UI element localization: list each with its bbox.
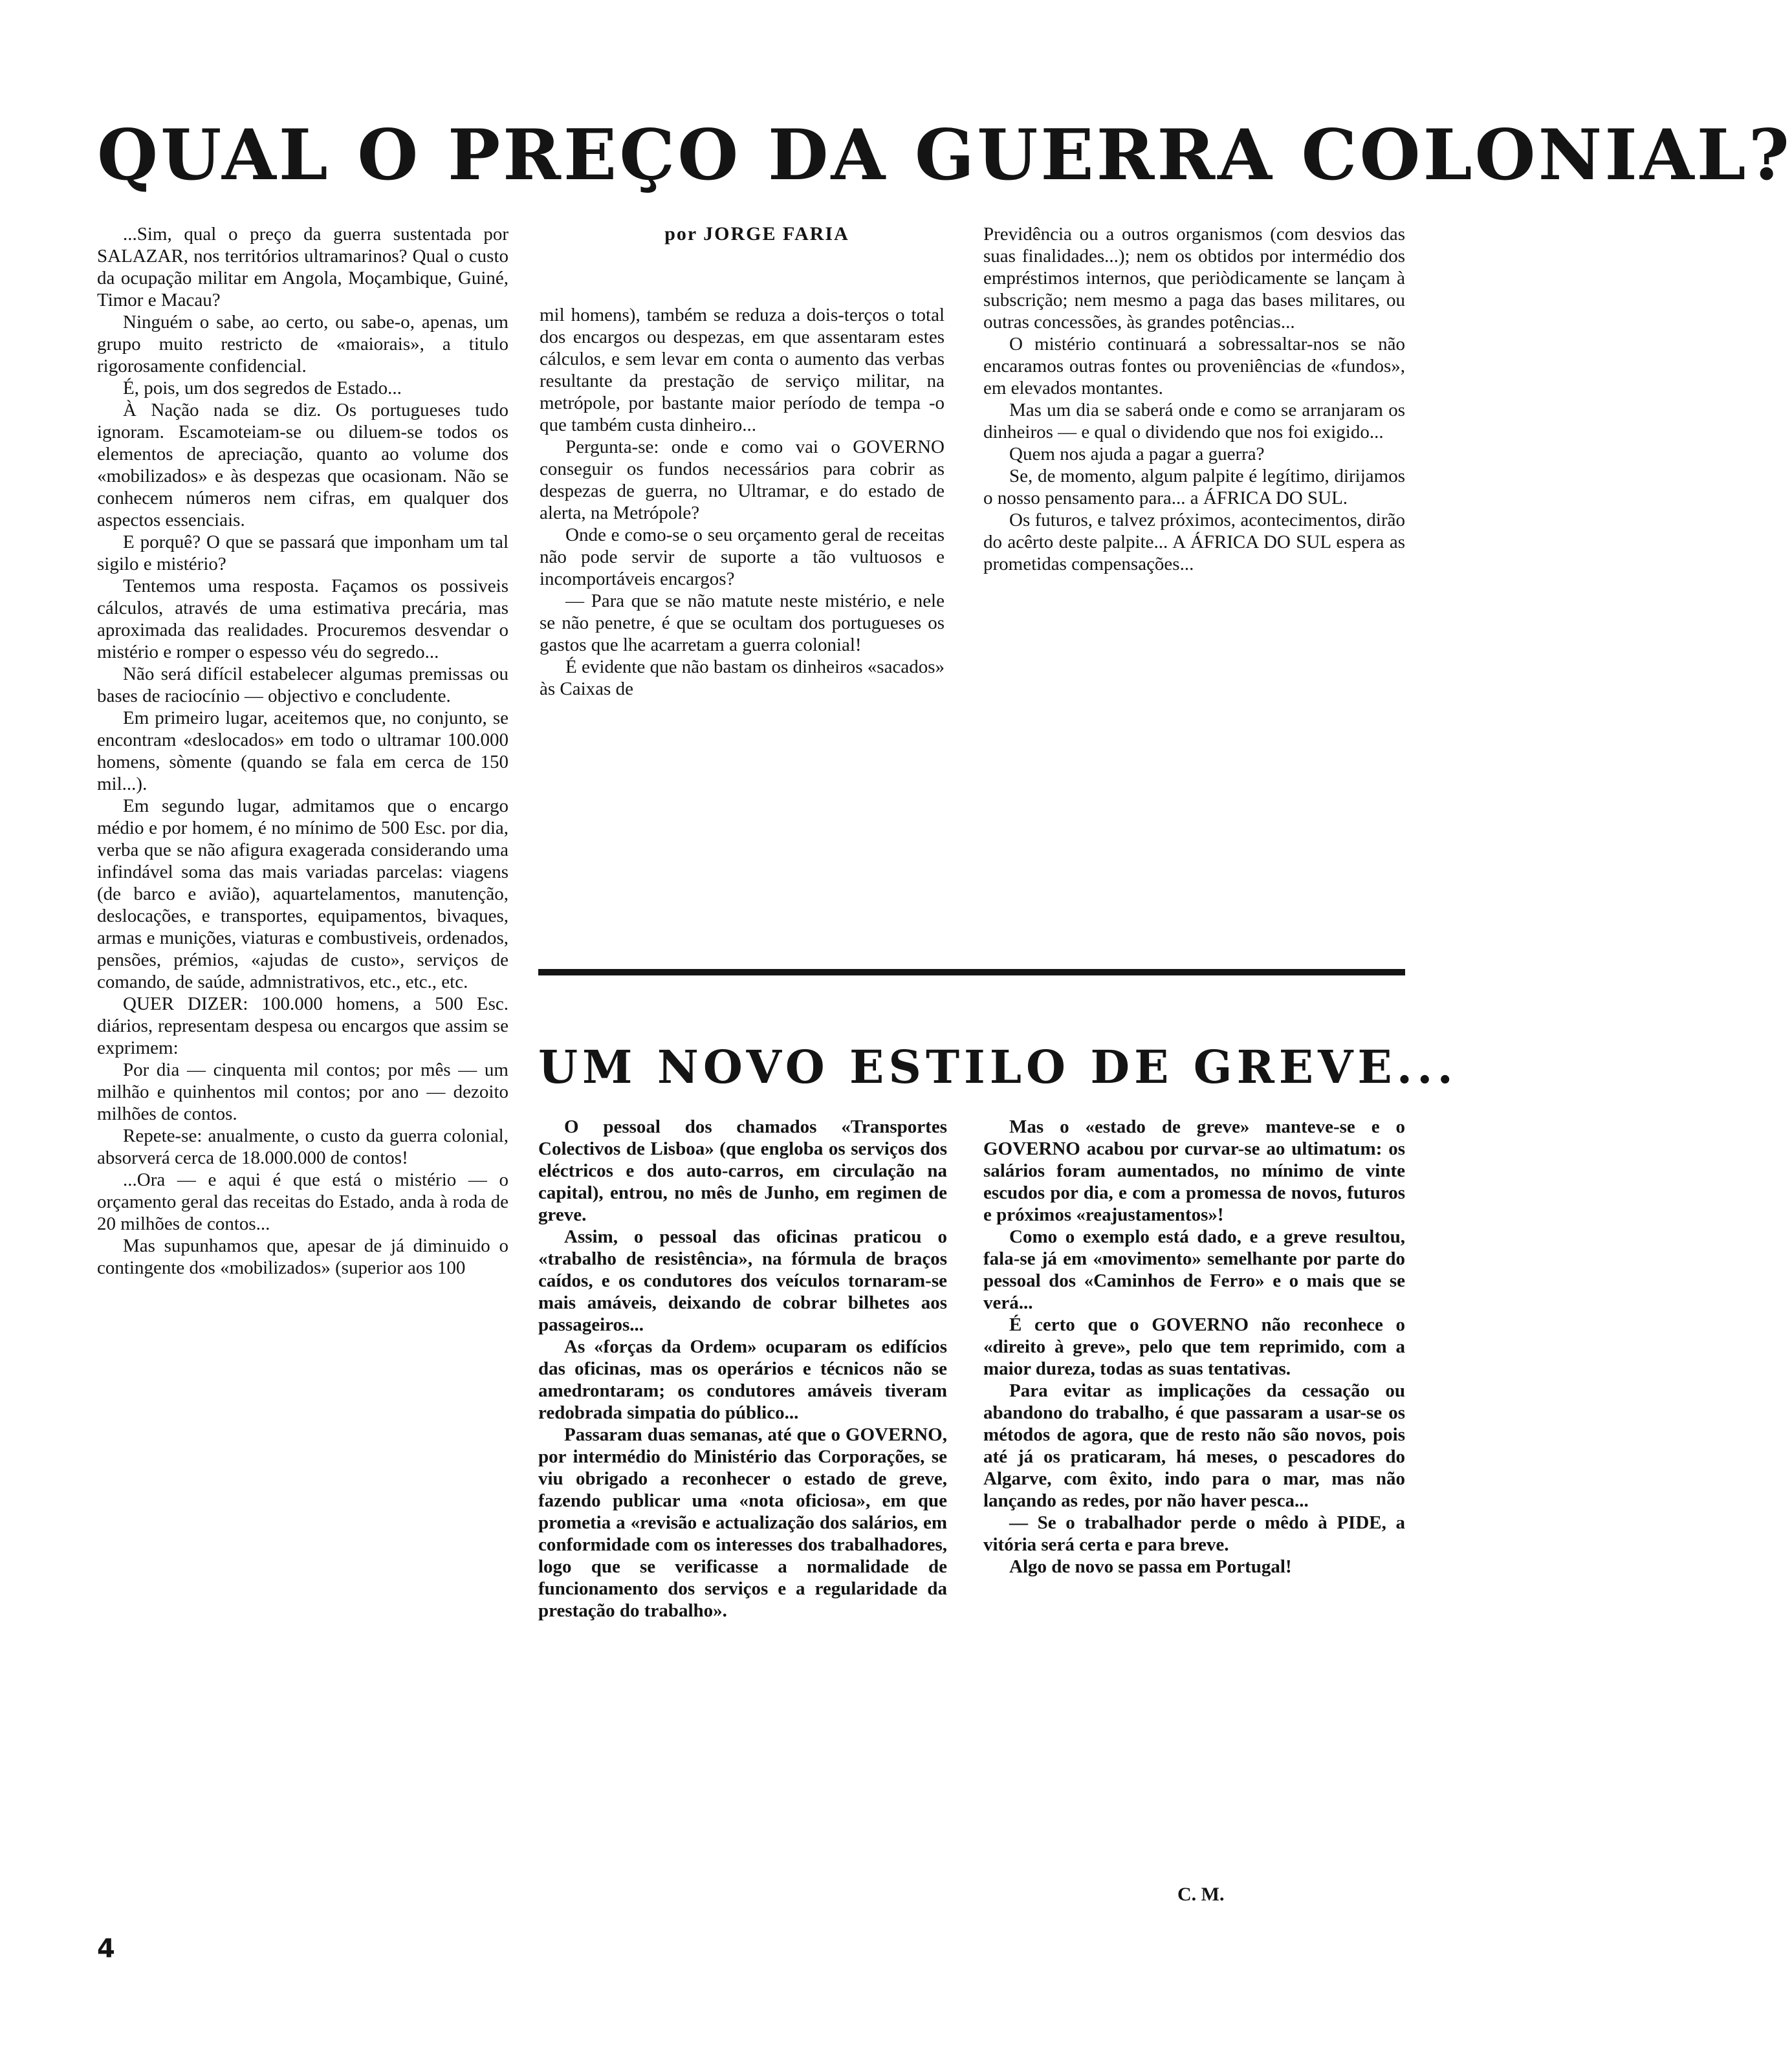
paragraph: O mistério continuará a sobressaltar-nos se não encaramos outras fontes ou proveniências de «fundos», em elevados montantes. [983, 334, 1405, 398]
paragraph: O pessoal dos chamados «Transportes Colectivos de Lisboa» (que engloba os serviços dos eléctricos e dos auto-carros, em circulação na capital), entrou, no mês de Junho, em regimen de greve. [538, 1116, 947, 1225]
paragraph: QUER DIZER: 100.000 homens, a 500 Esc. diários, representam despesa ou encargos que assim se exprimem: [97, 994, 508, 1058]
paragraph: ...Ora — e aqui é que está o mistério — o orçamento geral das receitas do Estado, anda à roda de 20 milhões de contos... [97, 1170, 508, 1234]
paragraph: Tentemos uma resposta. Façamos os possiveis cálculos, através de uma estimativa precária, mas aproximada das realidades. Procuremos desvendar o mistério e romper o espesso véu do segredo... [97, 576, 508, 662]
paragraph: Repete-se: anualmente, o custo da guerra colonial, absorverá cerca de 18.000.000 de contos! [97, 1126, 508, 1168]
page-number: 4 [97, 1934, 115, 1964]
paragraph: ...Sim, qual o preço da guerra sustentada por SALAZAR, nos territórios ultramarinos? Qual o custo da ocupação militar em Angola, Moçambique, Guiné, Timor e Macau? [97, 224, 508, 310]
paragraph: Algo de novo se passa em Portugal! [1009, 1556, 1292, 1577]
article-headline-2: UM NOVO ESTILO DE GREVE... [538, 1040, 1458, 1094]
paragraph: As «forças da Ordem» ocuparam os edifícios das oficinas, mas os operários e técnicos não se amedrontaram; os condutores amáveis tiveram redobrada simpatia do público... [538, 1336, 947, 1423]
paragraph: À Nação nada se diz. Os portugueses tudo ignoram. Escamoteiam-se ou diluem-se todos os elementos de apreciação, quanto ao volume dos «mobilizados» e às despezas que ocasionam. Não se conhecem números nem cifras, em qualquer dos aspectos essenciais. [97, 400, 508, 530]
article2-column-1 [538, 1116, 947, 1622]
paragraph: Quem nos ajuda a pagar a guerra? [1009, 444, 1265, 464]
paragraph: Em segundo lugar, admitamos que o encargo médio e por homem, é no mínimo de 500 Esc. por dia, verba que se não afigura exagerada considerando uma infindável soma das mais variadas parcelas: viagens (de barco e avião), aquartelamentos, manutenção, deslocações, e transportes, equipamentos, bivaques, armas e munições, viaturas e combustiveis, ordenados, pensões, prémios, «ajudas de custo», serviços de comando, de saúde, admnistrativos, etc., etc., etc. [97, 796, 508, 992]
article-column-3 [983, 223, 1405, 575]
paragraph: Mas o «estado de greve» manteve-se e o GOVERNO acabou por curvar-se ao ultimatum: os salários foram aumentados, no mínimo de vinte escudos por dia, e com a promessa de novos, futuros e próximos «reajustamentos»! [983, 1116, 1405, 1225]
paragraph: Onde e como-se o seu orçamento geral de receitas não pode servir de suporte a tão vultuosos e incomportáveis encargos? [540, 525, 945, 589]
paragraph: Como o exemplo está dado, e a greve resultou, fala-se já em «movimento» semelhante por parte do pessoal dos «Caminhos de Ferro» e o mais que se verá... [983, 1226, 1405, 1313]
paragraph: E porquê? O que se passará que imponham um tal sigilo e mistério? [97, 532, 508, 574]
paragraph: mil homens), também se reduza a dois-terços o total dos encargos ou despezas, em que assentaram estes cálculos, e sem levar em conta o aumento das verbas resultante da prestação de serviço militar, na metrópole, por bastante maior período de tempa -o que também custa dinheiro... [540, 305, 945, 435]
byline: por JORGE FARIA [664, 223, 849, 245]
paragraph: Previdência ou a outros organismos (com desvios das suas finalidades...); nem os obtidos por intermédio dos empréstimos internos, que periòdicamente se lançam à subscrição; nem mesmo a paga das bases militares, ou outras concessões, às grandes potências... [983, 224, 1405, 332]
paragraph: Não será difícil estabelecer algumas premissas ou bases de raciocínio — objectivo e concludente. [97, 664, 508, 706]
paragraph: Por dia — cinquenta mil contos; por mês — um milhão e quinhentos mil contos; por ano — dezoito milhões de contos. [97, 1060, 508, 1124]
paragraph: — Para que se não matute neste mistério, e nele se não penetre, é que se ocultam dos portugueses os gastos que lhe acarretam a guerra colonial! [540, 591, 945, 655]
paragraph: É certo que o GOVERNO não reconhece o «direito à greve», pelo que tem reprimido, com a maior dureza, todas as suas tentativas. [983, 1314, 1405, 1379]
paragraph: Mas supunhamos que, apesar de já diminuido o contingente dos «mobilizados» (superior aos 100 [97, 1235, 508, 1278]
paragraph: É, pois, um dos segredos de Estado... [123, 378, 402, 398]
article-column-1 [97, 223, 508, 1279]
paragraph: Para evitar as implicações da cessação ou abandono do trabalho, é que passaram a usar-se os métodos de agora, que de resto não são novos, pois até já os praticaram, há meses, o pescadores do Algarve, com êxito, indo para o mar, mas não lançando as redes, por não haver pesca... [983, 1380, 1405, 1511]
paragraph: Assim, o pessoal das oficinas praticou o «trabalho de resistência», na fórmula de braços caídos, e os condutores dos veículos tornaram-se mais amáveis, deixando de cobrar bilhetes aos passageiros... [538, 1226, 947, 1335]
article-headline: QUAL O PREÇO DA GUERRA COLONIAL? [97, 114, 1792, 196]
paragraph: Ninguém o sabe, ao certo, ou sabe-o, apenas, um grupo muito restricto de «maiorais», a titulo rigorosamente confidencial. [97, 312, 508, 376]
paragraph: Em primeiro lugar, aceitemos que, no conjunto, se encontram «deslocados» em todo o ultramar 100.000 homens, sòmente (quando se fala em cerca de 150 mil...). [97, 708, 508, 794]
paragraph: É evidente que não bastam os dinheiros «sacados» às Caixas de [540, 657, 945, 699]
paragraph: Os futuros, e talvez próximos, acontecimentos, dirão do acêrto deste palpite... A ÁFRICA DO SUL espera as prometidas compensações... [983, 510, 1405, 574]
paragraph: Se, de momento, algum palpite é legítimo, dirijamos o nosso pensamento para... a ÁFRICA DO SUL. [983, 466, 1405, 508]
paragraph: — Se o trabalhador perde o mêdo à PIDE, a vitória será certa e para breve. [983, 1512, 1405, 1555]
article-column-2 [540, 304, 945, 700]
paragraph: Passaram duas semanas, até que o GOVERNO, por intermédio do Ministério das Corporações, se viu obrigado a reconhecer o estado de greve, fazendo publicar uma «nota oficiosa», em que prometia a «revisão e actualização dos salários, em conformidade com os interesses dos trabalhadores, logo que se verificasse a normalidade de funcionamento dos serviços e a regularidade da prestação do trabalho». [538, 1424, 947, 1621]
section-divider [538, 969, 1405, 975]
author-signature: C. M. [1177, 1884, 1225, 1905]
paragraph: Pergunta-se: onde e como vai o GOVERNO conseguir os fundos necessários para cobrir as despezas de guerra, no Ultramar, e do estado de alerta, na Metrópole? [540, 437, 945, 523]
paragraph: Mas um dia se saberá onde e como se arranjaram os dinheiros — e qual o dividendo que nos foi exigido... [983, 400, 1405, 442]
article2-column-2 [983, 1116, 1405, 1578]
